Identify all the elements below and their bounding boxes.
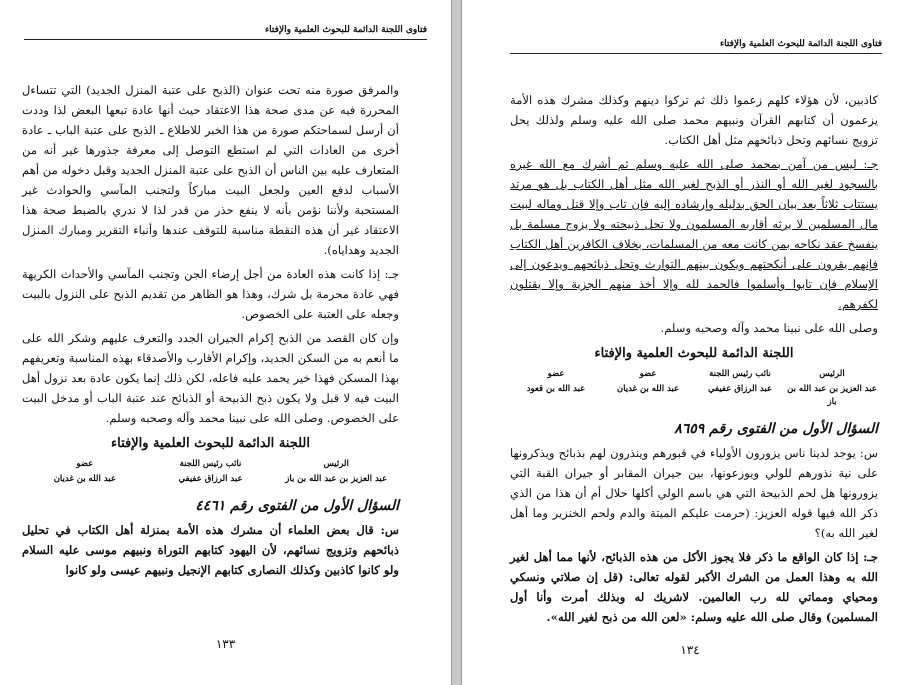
running-head: فتاوى اللجنة الدائمة للبحوث العلمية والإفتاء [24,24,427,40]
signature-role: عضو [76,459,94,469]
committee-title: اللجنة الدائمة للبحوث العلمية والإفتاء [594,346,794,361]
committee-title: اللجنة الدائمة للبحوث العلمية والإفتاء [111,436,310,451]
answer-text: جـ: ليس من آمن بمحمد صلى الله عليه وسلم ثم أشرك مع الله غيره بالسجود لغير الله أو النذر أو الذبح لغير الله مثل أهل الكتاب بل هو مرتد يستتاب ثلاثاً بعد بيان الحق بدليله وإرشاده إليه فإن تاب وإلا قتل وماله لبيت مال المسلمين لا يرثه أقاربه المسلمون ولا تحل ذبيحته ولا يزوج مسلمة بل ينفسخ عقد نكاحه بمن كانت معه من المسلمات، بخلاف الكافرين أهل الكتاب فإنهم يقرون على أنكحتهم ويكون بينهم التوارث وتحل ذبائحهم ويدعون إلى الإسلام فإن تابوا وأسلموا فالحمد لله وإلا أخذ منهم الجزية وإلا يقتلون لكفرهم. [510,157,878,311]
signature-names [22,473,399,486]
left-page-body [22,80,399,584]
signature-roles [510,368,878,381]
signature-role: الرئيس [819,369,845,379]
question-heading: السؤال الأول من الفتوى رقم ٤٤٦١ [195,498,399,514]
closing-text: وصلى الله على نبينا محمد وآله وصحبه وسلم. [660,321,878,335]
signature-name: عبد الرزاق عفيفي [707,384,773,394]
question-heading: السؤال الأول من الفتوى رقم ٨٦٥٩ [674,421,878,437]
signature-role: نائب رئيس اللجنة [709,369,771,379]
signature-role: الرئيس [323,459,349,469]
running-head: فتاوى اللجنة الدائمة للبحوث العلمية والإفتاء [510,38,882,54]
book-gutter [452,0,461,685]
question-text: س: يوجد لدينا ناس يزورون الأولياء في قبورهم وينذرون لهم بذبائح ويذكرونها على نية نذورهم للولي ويوزعونها، بين جيران المقابر أو جيران القبة التي يزورونها هل لحم الذبيحة التي هي باسم الولي أكلها حلال أم أن هذا من الذي ذكر الله فيها قوله العزيز: (حرمت عليكم الميتة والدم ولحم الخنزير وما أهل لغير الله به)؟ [510,446,878,540]
signature-name: عبد الله بن غديان [53,474,116,484]
signature-name: عبد الله بن قعود [526,384,586,394]
left-page [0,0,452,685]
signature-role: عضو [639,369,657,379]
signature-name: عبد العزيز بن عبد الله بن باز [285,474,388,484]
paragraph: والمرفق صورة منه تحت عنوان (الذبح على عتبة المنزل الجديد) التي تتساءل المحررة فيه عن مدى صحة هذا الاعتقاد حيث أنها عادة تبعها البعض لذا وددت أن أرسل لسماحتكم صورة من هذا الخبر للاطلاع ـ الذبح على عتبة الباب ـ عادة أخرى من العادات التي لم استطع التوصل إلى معرفة جذورها غير أنه من المتعارف عليه بين الناس أن الذبح على عتبة المنزل الجديد وقبل دخوله من أهم الأسباب لدفع العين ولجعل البيت مباركاً ولتجنب المآسي والحوادث غير المستحبة ولأننا نؤمن بأنه لا ينفع حذر من قدر لذا لا ندري بالضبط صحة هذا الاعتقاد غير أن هذه النقطة مناسبة للتوقف عندها وأنباء التقرير ومبارك المنزل الجديد وهداياه). [22,83,399,257]
signature-names [510,383,878,409]
page-number: ١٣٤ [680,643,700,657]
signature-roles [22,458,399,471]
right-page [461,0,918,685]
page-number: ١٣٣ [215,637,236,651]
signature-role: نائب رئيس اللجنة [179,459,242,469]
paragraph: جـ: إذا كانت هذه العادة من أجل إرضاء الجن وتجنب المآسي والأحداث الكريهة فهي عادة محرمة بل شرك، وهذا هو الظاهر من تقديم الذبح على النزول بالبيت وجعله على العتبة على الخصوص. [22,267,399,321]
paragraph: كاذبين، لأن هؤلاء كلهم زعموا ذلك ثم تركوا دينهم وكذلك مشرك هذه الأمة يزعمون أن كتابهم القرآن ونبيهم محمد صلى الله عليه وسلم ولذلك يحل تزويج نسائهم وتحل ذبائحهم مثل أهل الكتاب. [510,93,878,147]
right-page-body [510,90,878,631]
question-text: س: قال بعض العلماء أن مشرك هذه الأمة بمنزلة أهل الكتاب في تحليل ذبائحهم وتزويج نسائهم، لأن اليهود كتابهم التوراة ونبيهم موسى عليه السلام ولو كانوا كاذبين وكذلك النصارى كتابهم الإنجيل ونبيهم عيسى ولو كانوا [22,523,399,577]
signature-name: عبد الله بن غديان [616,384,680,394]
signature-name: عبد العزيز بن عبد الله بن باز [787,384,877,407]
paragraph: وإن كان القصد من الذبح إكرام الجيران الجدد والتعرف عليهم وشكر الله على ما أنعم به من السكن الجديد، وإكرام الأقارب والأصدقاء بهذه المناسبة وتعريفهم بهذا المسكن فهذا خير يحمد عليه فاعله، لكن ذلك إنما يكون عادة بعد نزول أهل البيت فيه لا قبل ولا يكون ذبح الذبيحة أو الذبائح عند عتبة الباب أو مدخل البيت على الخصوص. وصلى الله على نبينا محمد وآله وصحبه وسلم. [22,331,399,425]
signature-role: عضو [547,369,565,379]
signature-name: عبد الرزاق عفيفي [178,474,243,484]
answer-text: جـ: إذا كان الواقع ما ذكر فلا يجوز الأكل من هذه الذبائح، لأنها مما أهل لغير الله به وهذا العمل من الشرك الأكبر لقوله تعالى: (قل إن صلاتي ونسكي ومحياي ومماتي لله رب العالمين. لاشريك له وبذلك أمرت وأنا أول المسلمين) وقال صلى الله عليه وسلم: «لعن الله من ذبح لغير الله». [510,550,878,624]
